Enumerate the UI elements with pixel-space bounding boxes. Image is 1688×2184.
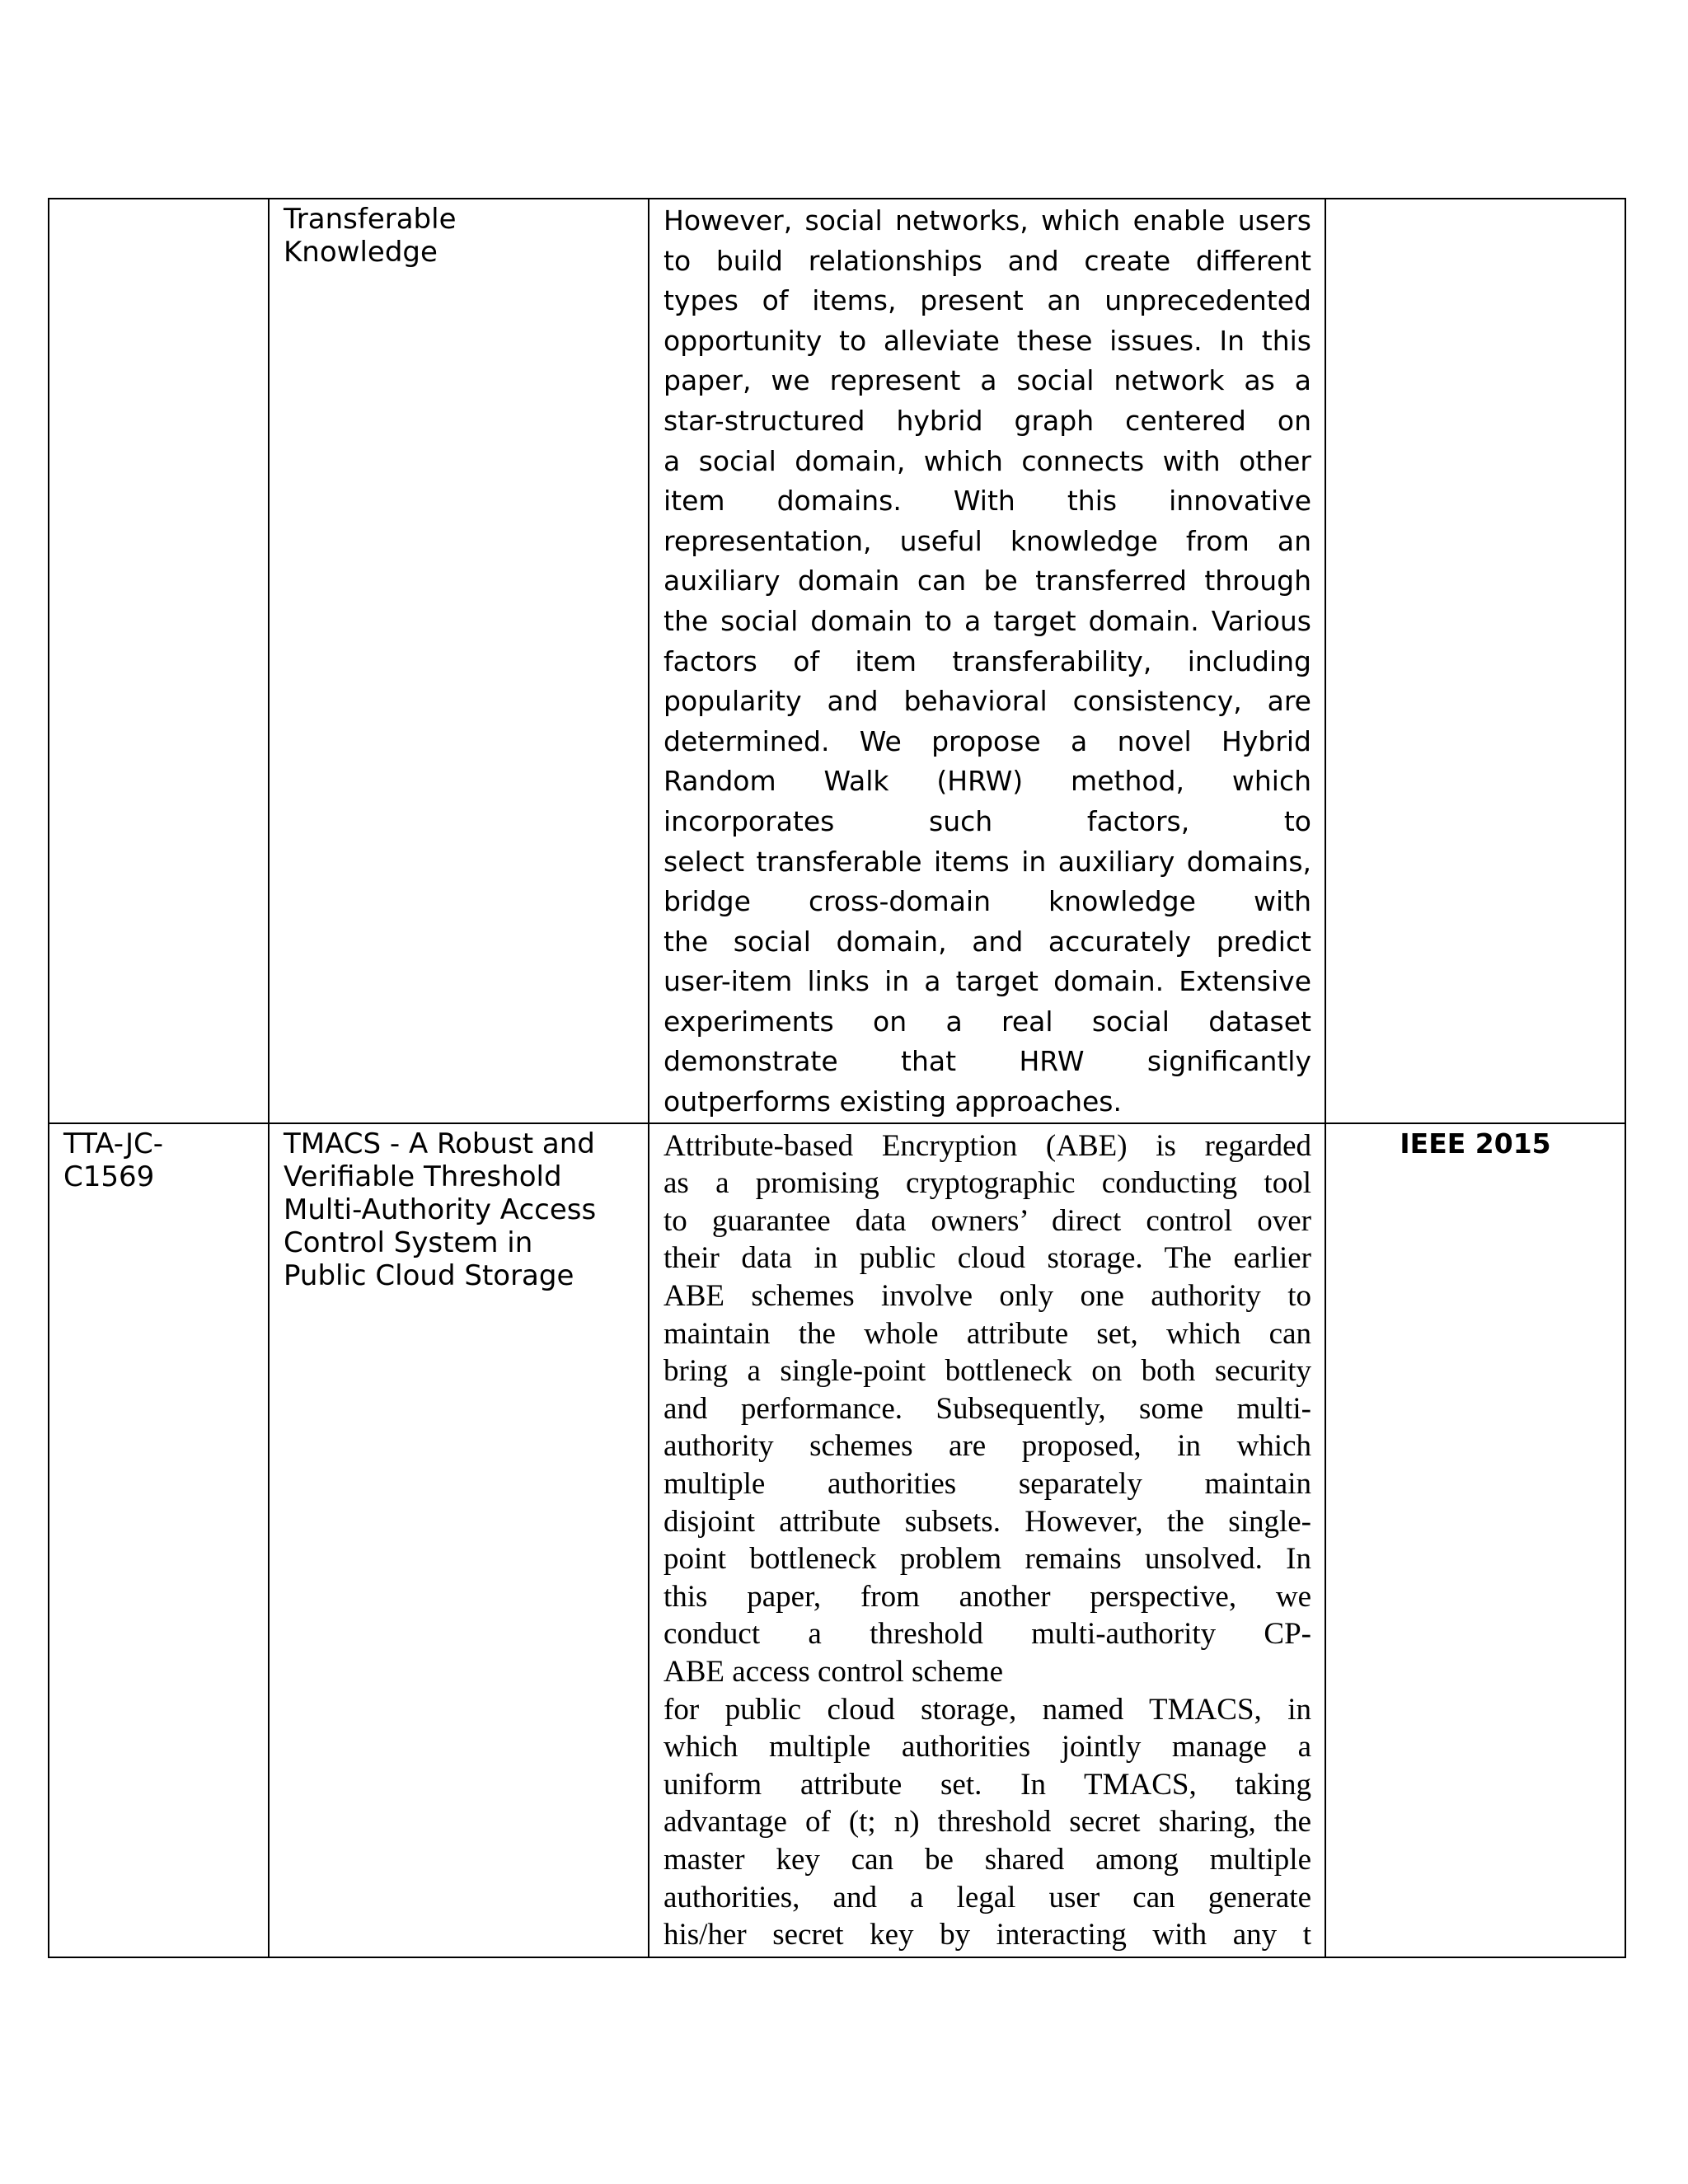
title-line: Knowledge [284,236,438,269]
abstract-line: bring a single-point bottleneck on both security [663,1354,1311,1389]
abstract-line: authorities, and a legal user can generate [663,1880,1311,1915]
project-id-cell [49,199,269,1123]
abstract-line: point bottleneck problem remains unsolved. In [663,1542,1311,1577]
project-id-cell [49,1123,269,1957]
abstract-line: item domains. With this innovative [663,485,1311,518]
project-year-cell [1325,1123,1625,1957]
abstract-line: as a promising cryptographic conducting tool [663,1166,1311,1201]
abstract-line: their data in public cloud storage. The earlier [663,1241,1311,1276]
abstract-line: factors of item transferability, including [663,644,1311,677]
abstract-line: his/her secret key by interacting with any t [663,1918,1311,1952]
abstract-line: types of items, present an unprecedented [663,284,1311,317]
abstract-line: ABE schemes involve only one authority to [663,1279,1311,1314]
abstract-line: to build relationships and create different [663,244,1311,277]
project-id-line: C1569 [63,1160,155,1193]
abstract-line: the social domain to a target domain. Various [663,604,1311,637]
title-line: Transferable [284,203,457,236]
abstract-line: multiple authorities separately maintain [663,1467,1311,1501]
abstract-line: master key can be shared among multiple [663,1842,1311,1877]
project-abstract-cell [649,1123,1325,1957]
abstract-line: uniform attribute set. In TMACS, taking [663,1767,1311,1802]
table-row [49,1123,1625,1957]
project-table [48,198,1626,1958]
publication-year: IEEE 2015 [1400,1127,1551,1160]
project-abstract-cell [649,199,1325,1123]
abstract-line: bridge cross-domain knowledge with [663,885,1311,918]
title-line: Control System in [284,1226,533,1259]
abstract-line: the social domain, and accurately predict [663,925,1311,958]
abstract-line: auxiliary domain can be transferred through [663,565,1311,598]
abstract-line: opportunity to alleviate these issues. In this [663,324,1311,357]
title-line: Verifiable Threshold [284,1160,562,1193]
abstract-line: outperforms existing approaches. [663,1085,1122,1118]
title-line: Public Cloud Storage [284,1258,574,1292]
project-title-cell [269,199,649,1123]
title-line: Multi-Authority Access [284,1193,597,1226]
abstract-line: Attribute-based Encryption (ABE) is regarded [663,1128,1311,1163]
abstract-line: to guarantee data owners’ direct control over [663,1203,1311,1238]
abstract-line: and performance. Subsequently, some multi- [663,1391,1311,1426]
abstract-line: for public cloud storage, named TMACS, in [663,1692,1311,1727]
project-title-cell [269,1123,649,1957]
table-row [49,199,1625,1123]
abstract-line: paper, we represent a social network as a [663,364,1311,397]
abstract-line: representation, useful knowledge from an [663,524,1311,557]
abstract-line: experiments on a real social dataset [663,1005,1311,1038]
abstract-line: disjoint attribute subsets. However, the single- [663,1504,1311,1539]
abstract-line: incorporates such factors, to [663,804,1311,837]
abstract-line: determined. We propose a novel Hybrid [663,724,1311,757]
title-line: TMACS - A Robust and [284,1127,595,1160]
abstract-line: ABE access control scheme [663,1654,1003,1689]
abstract-line: a social domain, which connects with other [663,444,1311,477]
abstract-line: conduct a threshold multi-authority CP- [663,1617,1311,1652]
abstract-line: this paper, from another perspective, we [663,1579,1311,1614]
abstract-line: star-structured hybrid graph centered on [663,404,1311,437]
abstract-line: which multiple authorities jointly manage a [663,1730,1311,1765]
abstract-line: user-item links in a target domain. Extensive [663,965,1311,998]
project-year-cell [1325,199,1625,1123]
abstract-line: popularity and behavioral consistency, are [663,685,1311,718]
project-id-line: TTA-JC- [63,1127,164,1160]
abstract-line: maintain the whole attribute set, which can [663,1316,1311,1351]
abstract-line: Random Walk (HRW) method, which [663,765,1311,798]
abstract-line: select transferable items in auxiliary domains, [663,845,1311,878]
abstract-line: demonstrate that HRW significantly [663,1045,1311,1078]
abstract-line: advantage of (t; n) threshold secret sharing, the [663,1805,1311,1840]
abstract-line: authority schemes are proposed, in which [663,1429,1311,1464]
abstract-line: However, social networks, which enable users [663,204,1311,237]
